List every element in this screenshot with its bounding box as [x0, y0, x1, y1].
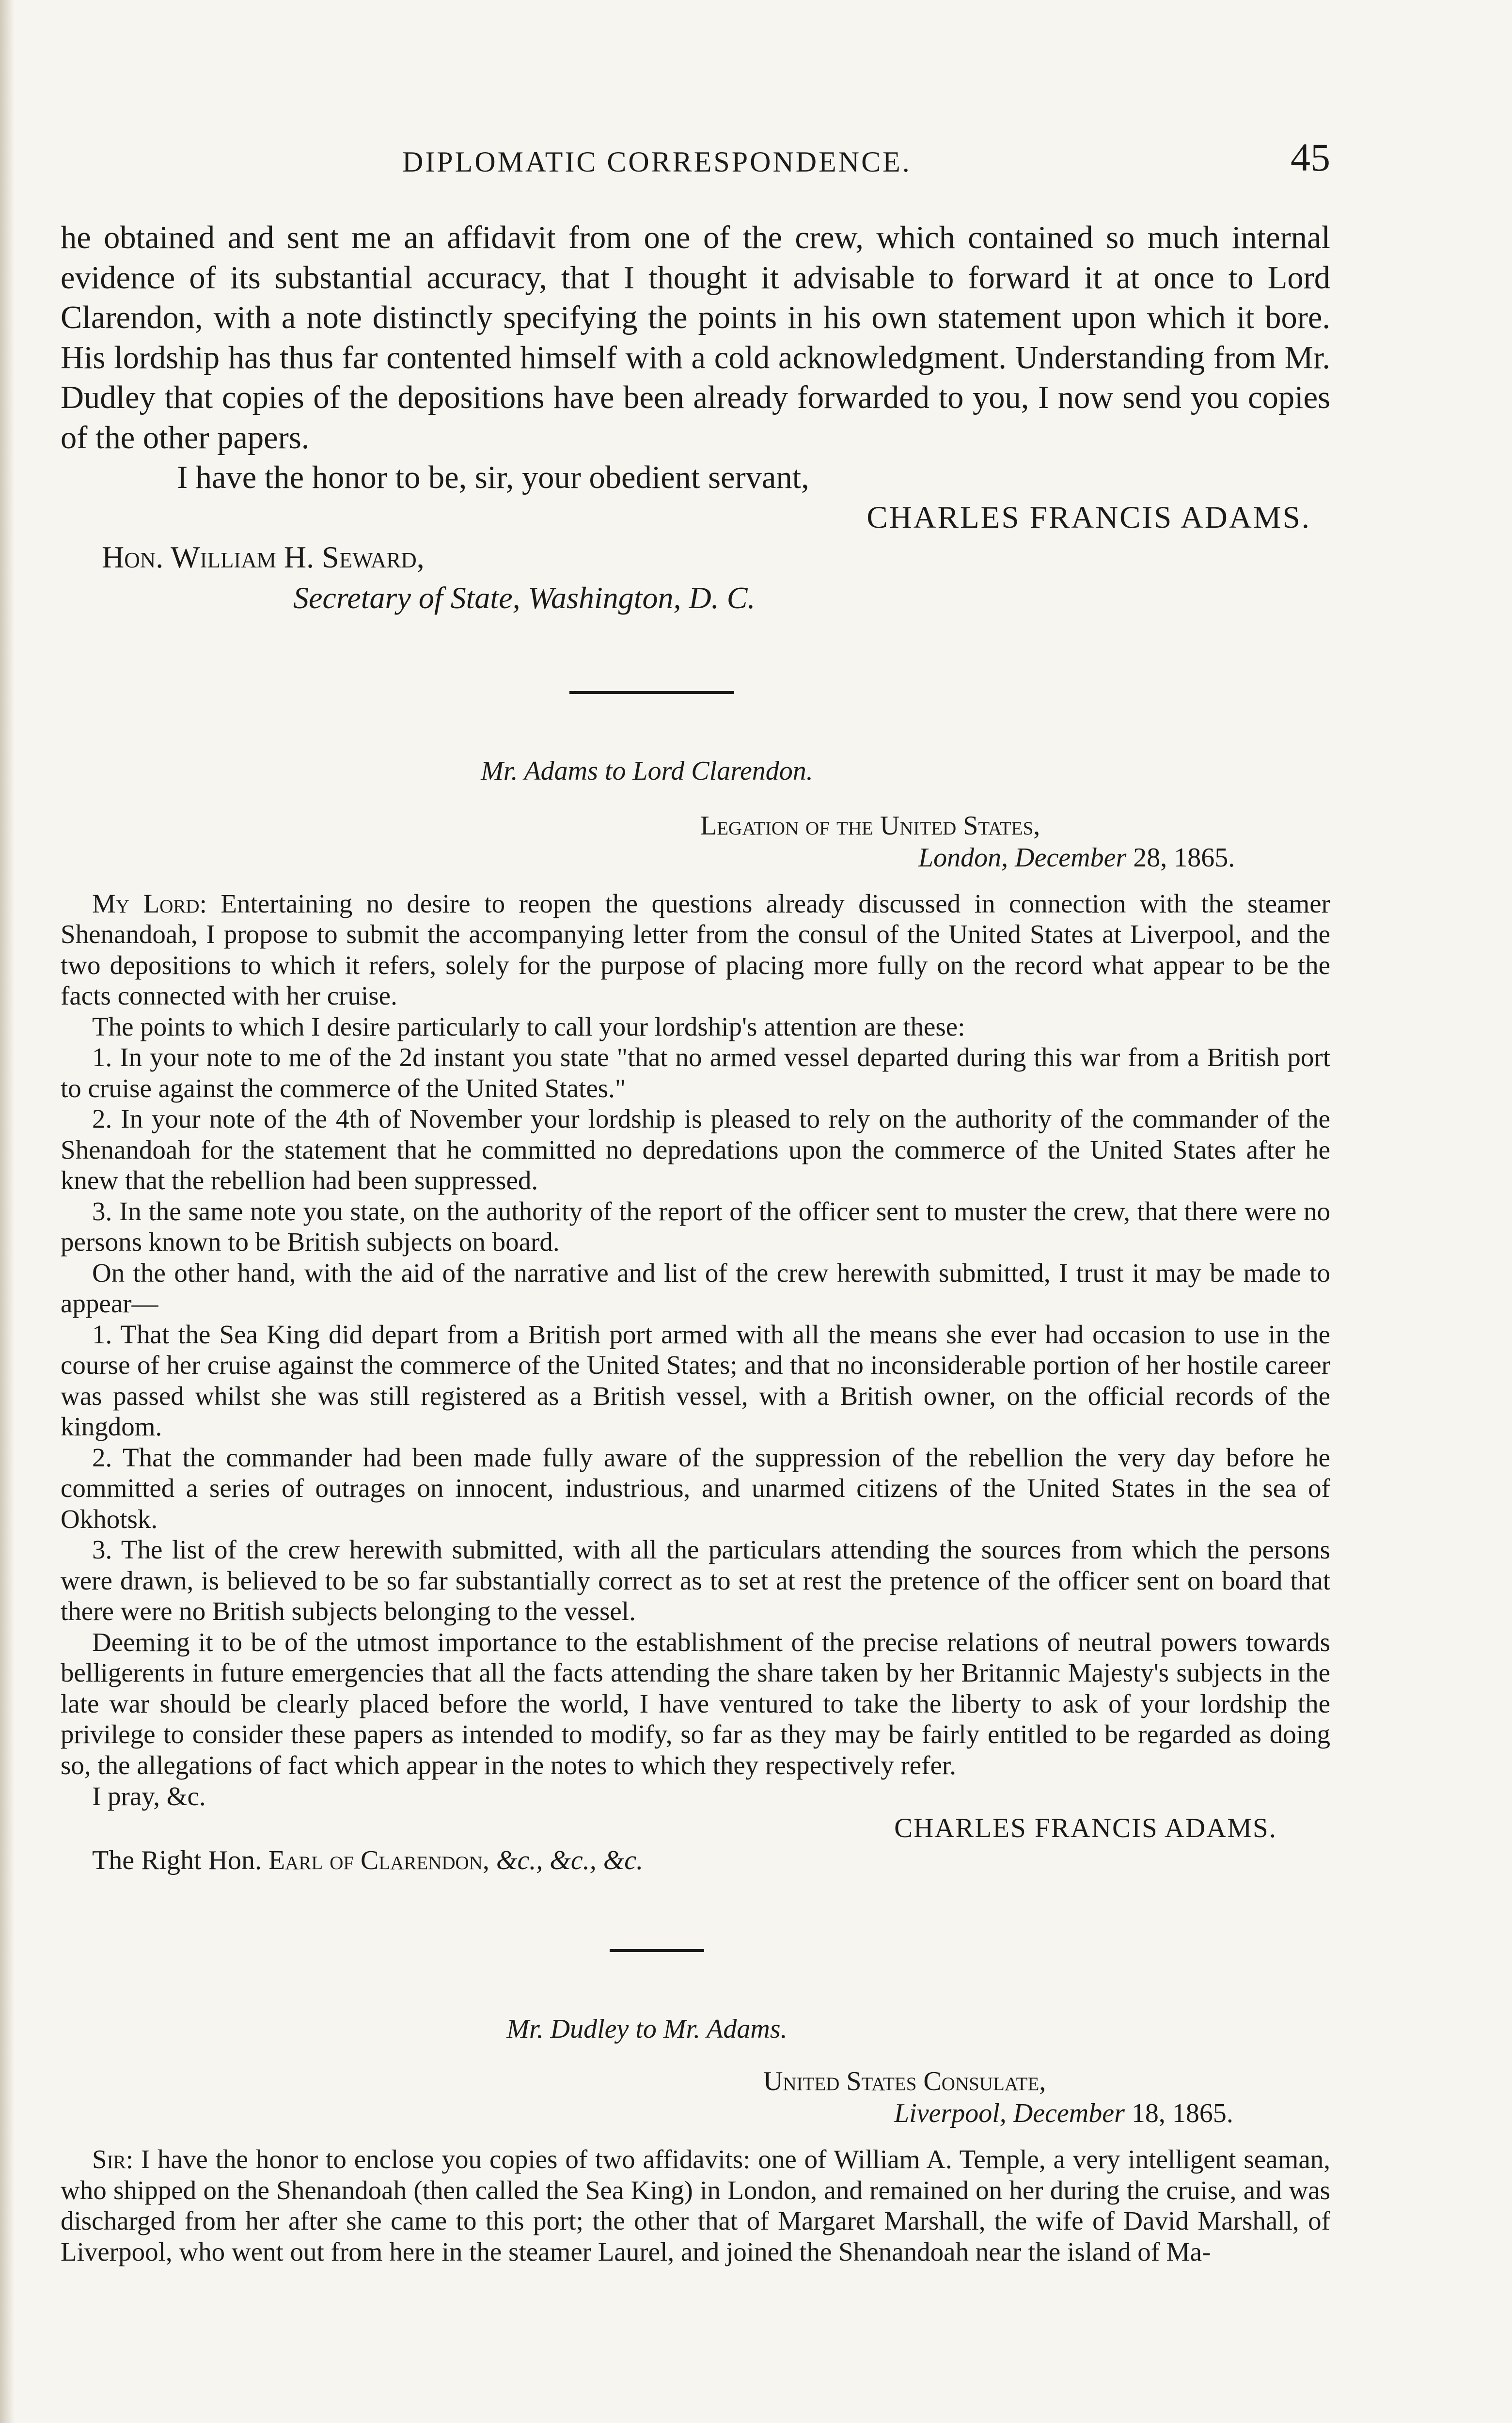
letter2-paragraph: 2. In your note of the 4th of November your lordship is pleased to rely on the authority of the commander of the Shenandoah for the statement that he committed no depredations upon the commerce of the United States after he knew that the rebellion had been suppressed. — [61, 1104, 1330, 1195]
letter1-signature: CHARLES FRANCIS ADAMS. — [866, 500, 1311, 535]
letter2-date: London, December 28, 1865. — [918, 842, 1235, 873]
letter2-paragraph: My Lord: Entertaining no desire to reopen the questions already discussed in connection with the steamer Shenandoah, I propose to submit the accompanying letter from the consul of the United States at Liverpool, and the two depositions to which it refers, solely for the purpose of placing more fully on the record what appear to be the facts connected with her cruise. — [61, 888, 1330, 1010]
letter3-location: United States Consulate, — [763, 2066, 1046, 2096]
section-divider — [569, 691, 734, 694]
page-number: 45 — [1291, 135, 1330, 179]
letter2-paragraph: 1. That the Sea King did depart from a British port armed with all the means she ever had occasion to use in the course of her cruise against the commerce of the United States; and that no inconsiderable portion of her hostile career was passed whilst she was still registered as a British vessel, with a British owner, on the official records of the kingdom. — [61, 1319, 1330, 1441]
letter2-closing: I pray, &c. — [92, 1781, 206, 1811]
letter3-paragraph: Sir: I have the honor to enclose you copies of two affidavits: one of William A. Temple, a very intelligent seaman, who shipped on the Shenandoah (then called the Sea King) in London, and remained on her during the cruise, and was discharged from her after she came to this port; the other that of Margaret Marshall, the wife of David Marshall, of Liverpool, who went out from here in the steamer Laurel, and joined the Shenandoah near the island of Ma- — [61, 2144, 1330, 2266]
letter1-closing: I have the honor to be, sir, your obedient servant, — [177, 460, 809, 495]
letter3-title: Mr. Dudley to Mr. Adams. — [506, 2014, 788, 2044]
running-title: DIPLOMATIC CORRESPONDENCE. — [402, 146, 912, 178]
letter2-paragraph: 2. That the commander had been made fully aware of the suppression of the rebellion the very day before he committed a series of outrages on innocent, industrious, and unarmed citizens of the United States in the sea of Okhotsk. — [61, 1442, 1330, 1534]
letter2-paragraph: 3. The list of the crew herewith submitted, with all the particulars attending the sources from which the persons were drawn, is believed to be so far substantially correct as to set at rest the pretence of the officer sent on board that there were no British subjects belonging to the vessel. — [61, 1535, 1330, 1626]
letter2-body — [61, 888, 1330, 1781]
page-body — [61, 218, 1330, 2267]
letter1-addressee: Hon. William H. Seward, — [102, 539, 425, 574]
letter3-dateline — [61, 2065, 1330, 2129]
letter2-title: Mr. Adams to Lord Clarendon. — [481, 755, 813, 786]
letter2-paragraph: 1. In your note to me of the 2d instant you state "that no armed vessel departed during this war from a British port to cruise against the commerce of the United States." — [61, 1042, 1330, 1103]
page-edge-shadow — [0, 0, 15, 2423]
letter1-addressee-title: Secretary of State, Washington, D. C. — [293, 580, 756, 615]
letter2-paragraph: 3. In the same note you state, on the authority of the report of the officer sent to muster the crew, that there were no persons known to be British subjects on board. — [61, 1196, 1330, 1257]
section-divider — [610, 1949, 704, 1952]
letter3-body — [61, 2144, 1330, 2267]
letter3-date: Liverpool, December 18, 1865. — [894, 2098, 1233, 2128]
letter2-paragraph: The points to which I desire particularly to call your lordship's attention are these: — [92, 1011, 965, 1041]
page-header — [61, 135, 1330, 188]
letter2-location: Legation of the United States, — [700, 810, 1040, 841]
letter2-signature: CHARLES FRANCIS ADAMS. — [894, 1813, 1277, 1843]
letter1-paragraph: he obtained and sent me an affidavit from one of the crew, which contained so much internal evidence of its substantial accuracy, that I thought it advisable to forward it at once to Lord Clarendon, with a note distinctly specifying the points in his own statement upon which it bore. His lordship has thus far contented himself with a cold acknowledgment. Understanding from Mr. Dudley that copies of the depositions have been already forwarded to you, I now send you copies of the other papers. — [61, 220, 1330, 456]
letter2-paragraph: Deeming it to be of the utmost importance to the establishment of the precise relations of neutral powers towards belligerents in future emergencies that all the facts attending the share taken by her Britannic Majesty's subjects in the late war should be clearly placed before the world, I have ventured to take the liberty to ask of your lordship the privilege to consider these papers as intended to modify, so far as they may be fairly entitled to be regarded as doing so, the allegations of fact which appear in the notes to which they respectively refer. — [61, 1627, 1330, 1780]
letter2-paragraph: On the other hand, with the aid of the narrative and list of the crew herewith submitted, I trust it may be made to appear— — [61, 1258, 1330, 1318]
letter2-dateline — [61, 810, 1330, 874]
letter2-recipient: The Right Hon. Earl of Clarendon, &c., &c., &c. — [92, 1845, 644, 1875]
